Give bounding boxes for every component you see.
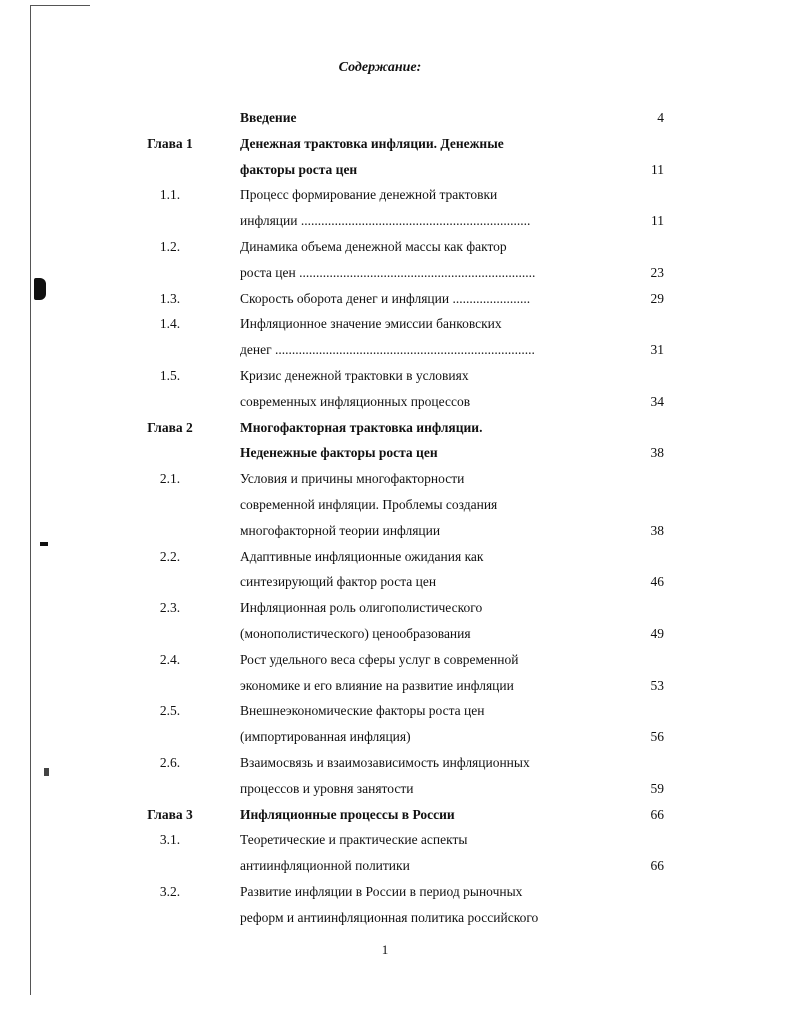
toc-page-number: 49	[650, 626, 664, 641]
toc-page-number: 34	[650, 393, 664, 409]
toc-row	[0, 703, 799, 723]
toc-entry-text: Развитие инфляции в России в период рыночных	[240, 884, 523, 899]
toc-page-number: 66	[650, 806, 664, 822]
toc-row	[0, 755, 799, 775]
toc-number: 1.5.	[159, 368, 181, 383]
toc-row	[0, 239, 799, 259]
toc-row	[0, 213, 799, 233]
toc-row	[0, 626, 799, 646]
scan-edge-top	[30, 5, 90, 6]
toc-page-number: 53	[650, 677, 664, 693]
toc-row	[0, 807, 799, 827]
toc-row	[0, 187, 799, 207]
toc-row	[0, 678, 799, 698]
toc-number: 2.2.	[159, 548, 181, 564]
toc-page-number: 31	[650, 342, 664, 358]
toc-page-number: 59	[650, 780, 664, 796]
page-title: Содержание:	[338, 60, 422, 75]
toc-number: 1.2.	[159, 239, 181, 254]
toc-entry-text: Скорость оборота денег и инфляции .......................	[240, 290, 531, 306]
toc-entry-text: Денежная трактовка инфляции. Денежные	[240, 135, 504, 151]
toc-row	[0, 316, 799, 336]
toc-entry-text: Многофакторная трактовка инфляции.	[240, 419, 483, 435]
toc-entry-text: многофакторной теории инфляции	[240, 522, 441, 538]
toc-row	[0, 420, 799, 440]
toc-row	[0, 600, 799, 620]
toc-row	[0, 471, 799, 491]
toc-entry-text: Условия и причины многофакторности	[240, 471, 465, 487]
toc-entry-text: Теоретические и практические аспекты	[240, 832, 468, 848]
toc-page-number: 56	[650, 729, 664, 745]
toc-number: 2.1.	[159, 471, 181, 487]
toc-entry-text: современной инфляции. Проблемы создания	[240, 497, 498, 512]
toc-page-number: 4	[657, 110, 664, 125]
toc-page-number: 38	[650, 522, 664, 538]
toc-entry-text: Кризис денежной трактовки в условиях	[240, 368, 469, 383]
toc-row	[0, 162, 799, 182]
toc-page-number: 38	[650, 445, 664, 461]
toc-entry-text: (монополистического) ценообразования	[240, 626, 471, 641]
toc-row	[0, 884, 799, 904]
toc-entry-text: Инфляционная роль олигополистического	[240, 600, 483, 616]
toc-row	[0, 136, 799, 156]
toc-page-number: 29	[650, 290, 664, 306]
toc-entry-text: современных инфляционных процессов	[240, 393, 471, 409]
toc-entry-text: процессов и уровня занятости	[240, 780, 414, 796]
toc-entry-text: реформ и антиинфляционная политика российского	[240, 909, 539, 925]
toc-page-number: 11	[651, 161, 664, 177]
toc-entry-text: Внешнеэкономические факторы роста цен	[240, 703, 485, 719]
toc-page-number: 66	[650, 858, 664, 874]
toc-row	[0, 394, 799, 414]
toc-entry-text: Адаптивные инфляционные ожидания как	[240, 548, 484, 564]
toc-row	[0, 652, 799, 672]
toc-entry-text: Взаимосвязь и взаимозависимость инфляционных	[240, 755, 530, 770]
toc-entry-text: факторы роста цен	[240, 161, 358, 177]
toc-row	[0, 858, 799, 878]
toc-entry-text: Введение	[240, 110, 297, 125]
toc-row	[0, 910, 799, 930]
toc-entry-text: Рост удельного веса сферы услуг в современной	[240, 651, 519, 667]
toc-number: 2.4.	[159, 651, 181, 667]
toc-number: Глава 2	[147, 419, 193, 435]
toc-number: Глава 1	[147, 135, 193, 151]
toc-entry-text: Неденежные факторы роста цен	[240, 445, 438, 461]
toc-entry-text: (импортированная инфляция)	[240, 729, 411, 745]
toc-row	[0, 445, 799, 465]
toc-row	[0, 574, 799, 594]
toc-row	[0, 549, 799, 569]
toc-entry-text: Инфляционные процессы в России	[240, 806, 455, 822]
toc-entry-text: антиинфляционной политики	[240, 858, 410, 874]
toc-entry-text: синтезирующий фактор роста цен	[240, 574, 437, 590]
toc-number: 3.2.	[159, 884, 181, 899]
toc-row	[0, 368, 799, 388]
toc-entry-text: Инфляционное значение эмиссии банковских	[240, 316, 502, 332]
toc-row	[0, 523, 799, 543]
toc-number: 3.1.	[159, 832, 181, 848]
toc-row	[0, 265, 799, 285]
toc-number: Глава 3	[147, 806, 193, 822]
toc-entry-text: денег .............................................................................	[240, 342, 535, 358]
toc-number: 2.5.	[159, 703, 181, 719]
toc-row	[0, 781, 799, 801]
toc-row	[0, 110, 799, 130]
toc-row	[0, 342, 799, 362]
toc-page-number: 11	[651, 213, 664, 229]
toc-entry-text: Процесс формирование денежной трактовки	[240, 187, 498, 203]
page-number: 1	[381, 942, 389, 957]
toc-number: 1.4.	[159, 316, 181, 332]
toc-row	[0, 832, 799, 852]
toc-row	[0, 729, 799, 749]
toc-page-number: 23	[650, 264, 664, 280]
toc-entry-text: инфляции ....................................................................	[240, 213, 531, 229]
toc-entry-text: Динамика объема денежной массы как фактор	[240, 239, 507, 254]
toc-entry-text: экономике и его влияние на развитие инфляции	[240, 677, 514, 693]
toc-number: 1.1.	[159, 187, 181, 203]
toc-number: 2.6.	[159, 755, 181, 770]
toc-row	[0, 497, 799, 517]
toc-number: 1.3.	[159, 290, 181, 306]
toc-row	[0, 291, 799, 311]
toc-page-number: 46	[650, 574, 664, 590]
toc-number: 2.3.	[159, 600, 181, 616]
toc-entry-text: роста цен ......................................................................	[240, 264, 536, 280]
